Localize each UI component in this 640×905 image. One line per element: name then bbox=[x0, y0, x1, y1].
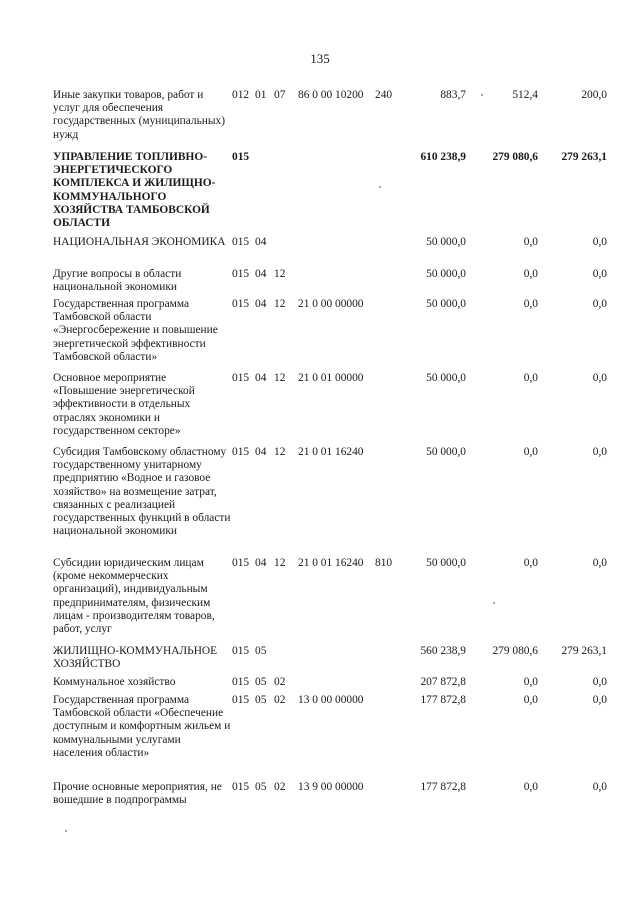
row-name: НАЦИОНАЛЬНАЯ ЭКОНОМИКА bbox=[53, 236, 226, 248]
row-name: ЖИЛИЩНО-КОММУНАЛЬНОЕ ХОЗЯЙСТВО bbox=[53, 645, 218, 671]
row-section-code: 04 bbox=[255, 268, 267, 280]
row-target-article: 21 0 01 00000 bbox=[298, 372, 364, 384]
row-section-code: 04 bbox=[255, 372, 267, 384]
row-amount-year2: 0,0 bbox=[523, 298, 538, 310]
row-admin-code: 015 bbox=[232, 268, 250, 280]
row-amount-year1: 883,7 bbox=[440, 89, 466, 101]
row-amount-year3: 0,0 bbox=[592, 372, 607, 384]
scan-speck bbox=[481, 94, 483, 96]
row-amount-year3: 0,0 bbox=[592, 236, 607, 248]
row-amount-year3: 0,0 bbox=[592, 268, 607, 280]
row-amount-year3: 279 263,1 bbox=[561, 151, 607, 163]
row-section-code: 04 bbox=[255, 298, 267, 310]
row-amount-year1: 50 000,0 bbox=[426, 298, 466, 310]
row-target-article: 21 0 01 16240 bbox=[298, 446, 364, 458]
row-amount-year2: 0,0 bbox=[523, 781, 538, 793]
row-target-article: 86 0 00 10200 bbox=[298, 89, 364, 101]
row-name: Субсидия Тамбовскому областному государственному унитарному предприятию «Водное и газовое хозяйство» на возмещение затрат, связанных с реализацией государственных функций в области национальной экономики bbox=[53, 446, 231, 538]
row-admin-code: 015 bbox=[232, 151, 250, 163]
row-expense-type: 810 bbox=[375, 557, 393, 569]
row-admin-code: 015 bbox=[232, 694, 250, 706]
row-amount-year1: 610 238,9 bbox=[420, 151, 466, 163]
row-name: Основное мероприятие «Повышение энергетической эффективности в отдельных отраслях экономики и государственном секторе» bbox=[53, 372, 195, 437]
row-admin-code: 015 bbox=[232, 446, 250, 458]
row-admin-code: 015 bbox=[232, 557, 250, 569]
row-amount-year1: 50 000,0 bbox=[426, 236, 466, 248]
row-amount-year3: 0,0 bbox=[592, 694, 607, 706]
row-target-article: 21 0 01 16240 bbox=[298, 557, 364, 569]
row-amount-year2: 0,0 bbox=[523, 694, 538, 706]
row-amount-year3: 0,0 bbox=[592, 446, 607, 458]
row-section-code: 05 bbox=[255, 676, 267, 688]
row-subsection-code: 12 bbox=[274, 557, 286, 569]
row-section-code: 04 bbox=[255, 236, 267, 248]
page-number: 135 bbox=[310, 51, 330, 66]
row-amount-year2: 0,0 bbox=[523, 557, 538, 569]
row-amount-year2: 279 080,6 bbox=[492, 151, 538, 163]
row-expense-type: 240 bbox=[375, 89, 393, 101]
row-subsection-code: 12 bbox=[274, 268, 286, 280]
scan-speck bbox=[493, 602, 495, 604]
row-amount-year3: 279 263,1 bbox=[561, 645, 607, 657]
row-admin-code: 015 bbox=[232, 236, 250, 248]
row-amount-year3: 0,0 bbox=[592, 557, 607, 569]
row-name: Государственная программа Тамбовской области «Обеспечение доступным и комфортным жильем и коммунальными услугами населения области» bbox=[53, 694, 231, 759]
row-subsection-code: 12 bbox=[274, 372, 286, 384]
row-subsection-code: 02 bbox=[274, 781, 286, 793]
row-name: УПРАВЛЕНИЕ ТОПЛИВНО-ЭНЕРГЕТИЧЕСКОГО КОМПЛЕКСА И ЖИЛИЩНО-КОММУНАЛЬНОГО ХОЗЯЙСТВА ТАМБОВСКОЙ ОБЛАСТИ bbox=[53, 151, 216, 230]
row-subsection-code: 12 bbox=[274, 446, 286, 458]
row-target-article: 13 0 00 00000 bbox=[298, 694, 364, 706]
row-amount-year2: 0,0 bbox=[523, 446, 538, 458]
row-name: Коммунальное хозяйство bbox=[53, 676, 176, 688]
row-admin-code: 012 bbox=[232, 89, 250, 101]
row-amount-year1: 207 872,8 bbox=[420, 676, 466, 688]
row-amount-year2: 0,0 bbox=[523, 372, 538, 384]
row-amount-year3: 0,0 bbox=[592, 676, 607, 688]
row-name: Другие вопросы в области национальной экономики bbox=[53, 268, 182, 294]
row-section-code: 05 bbox=[255, 645, 267, 657]
row-amount-year1: 50 000,0 bbox=[426, 372, 466, 384]
row-section-code: 05 bbox=[255, 694, 267, 706]
row-amount-year2: 0,0 bbox=[523, 236, 538, 248]
row-admin-code: 015 bbox=[232, 372, 250, 384]
row-amount-year1: 50 000,0 bbox=[426, 446, 466, 458]
row-name: Иные закупки товаров, работ и услуг для обеспечения государственных (муниципальных) нужд bbox=[53, 89, 226, 141]
row-section-code: 04 bbox=[255, 557, 267, 569]
row-amount-year3: 0,0 bbox=[592, 781, 607, 793]
row-section-code: 04 bbox=[255, 446, 267, 458]
row-amount-year3: 0,0 bbox=[592, 298, 607, 310]
row-amount-year2: 512,4 bbox=[512, 89, 538, 101]
row-amount-year1: 50 000,0 bbox=[426, 557, 466, 569]
row-admin-code: 015 bbox=[232, 781, 250, 793]
row-subsection-code: 02 bbox=[274, 694, 286, 706]
row-amount-year1: 177 872,8 bbox=[420, 781, 466, 793]
scan-speck bbox=[65, 830, 67, 832]
row-section-code: 01 bbox=[255, 89, 267, 101]
row-subsection-code: 12 bbox=[274, 298, 286, 310]
row-section-code: 05 bbox=[255, 781, 267, 793]
row-admin-code: 015 bbox=[232, 298, 250, 310]
row-amount-year3: 200,0 bbox=[581, 89, 607, 101]
row-amount-year2: 279 080,6 bbox=[492, 645, 538, 657]
row-target-article: 13 9 00 00000 bbox=[298, 781, 364, 793]
row-amount-year2: 0,0 bbox=[523, 268, 538, 280]
row-amount-year1: 560 238,9 bbox=[420, 645, 466, 657]
row-amount-year2: 0,0 bbox=[523, 676, 538, 688]
row-name: Государственная программа Тамбовской области «Энергосбережение и повышение энергетической эффективности Тамбовской области» bbox=[53, 298, 218, 363]
row-admin-code: 015 bbox=[232, 676, 250, 688]
row-subsection-code: 07 bbox=[274, 89, 286, 101]
row-amount-year1: 177 872,8 bbox=[420, 694, 466, 706]
row-target-article: 21 0 00 00000 bbox=[298, 298, 364, 310]
row-name: Прочие основные мероприятия, не вошедшие в подпрограммы bbox=[53, 781, 222, 807]
row-admin-code: 015 bbox=[232, 645, 250, 657]
row-amount-year1: 50 000,0 bbox=[426, 268, 466, 280]
row-subsection-code: 02 bbox=[274, 676, 286, 688]
scan-speck bbox=[379, 186, 381, 188]
row-name: Субсидии юридическим лицам (кроме некоммерческих организаций), индивидуальным предпринимателям, физическим лицам - производителям товаров, работ, услуг bbox=[53, 557, 215, 636]
